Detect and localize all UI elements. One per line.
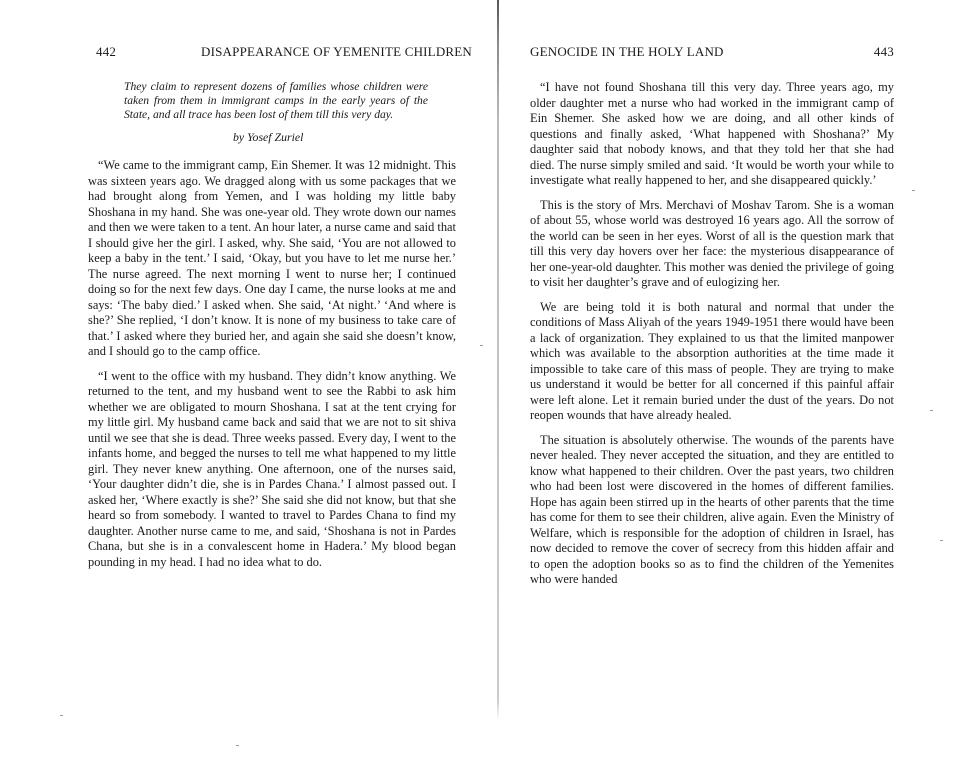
right-paragraph-1: “I have not found Shoshana till this very day. Three years ago, my older daughter met a nurse who had worked in the immigrant camp of Ein Shemer. She asked how we are doing, and all other kinds of questions and finally asked, ‘What happened with Shoshana?’ My daughter said that nobody knows, and that they told her that she had died. The nurse simply smiled and said. ‘It would be worth your while to investigate what really happened to her, and she disappeared quickly.’ bbox=[530, 80, 894, 187]
scan-speck bbox=[236, 745, 239, 746]
scan-speck bbox=[60, 715, 63, 716]
right-page-number: 443 bbox=[873, 44, 894, 59]
epigraph: They claim to represent dozens of families whose children were taken from them in immigrant camps in the early years of the State, and all trace has been lost of them till this very day. bbox=[124, 80, 428, 122]
book-gutter bbox=[497, 0, 499, 720]
left-running-title: DISAPPEARANCE OF YEMENITE CHILDREN bbox=[201, 44, 473, 59]
scan-speck bbox=[930, 410, 933, 411]
right-page-body bbox=[530, 80, 894, 597]
scan-speck bbox=[912, 190, 915, 191]
scan-speck bbox=[940, 540, 943, 541]
left-page-number: 442 bbox=[96, 44, 117, 59]
right-paragraph-4: The situation is absolutely otherwise. The wounds of the parents have never healed. They never accepted the situation, and they are entitled to know what happened to their children. Over the past years, two children who had been lost were discovered in the homes of different families. Hope has again been stirred up in the hearts of other parents that the time has come for them to see their children, alive again. Even the Ministry of Welfare, which is responsible for the adoption of children in Israel, has now decided to remove the cover of secrecy from this hidden affair and to open the adoption books so as to find the children of the Yemenites who were handed bbox=[530, 432, 894, 586]
left-paragraph-2: “I went to the office with my husband. They didn’t know anything. We returned to the tent, and my husband went to see the Rabbi to ask him whether we are obligated to mourn Shoshana. I sat at the tent crying for my little girl. My husband came back and said that we are not to sit shiva until we see that she is dead. Three weeks passed. Every day, I went to the infants home, and begged the nurses to tell me what happened to my little girl. They never knew anything. One afternoon, one of the nurses said, ‘Your daughter didn’t die, she is in Pardes Chana.’ I almost passed out. I asked her, ‘Where exactly is she?’ She said she did not know, but that she heard so from somebody. I wanted to travel to Pardes Chana to find my daughter. Another nurse came to me, and said, ‘Shoshana is not in Pardes Chana, but she is in a convalescent home in Hadera.’ My blood began pounding in my head. I had no idea what to do. bbox=[88, 368, 456, 569]
left-page-body bbox=[88, 80, 456, 579]
author-byline: by Yosef Zuriel bbox=[233, 129, 304, 144]
scan-speck bbox=[480, 345, 483, 346]
right-running-head bbox=[530, 44, 894, 62]
right-paragraph-2: This is the story of Mrs. Merchavi of Moshav Tarom. She is a woman of about 55, whose world was destroyed 16 years ago. All the sorrow of the world can be seen in her eyes. Worst of all is the question mark that till this very day hovers over her face: the mysterious disappearance of her one-year-old daughter. This mother was denied the privilege of going to visit her daughter’s grave and of eulogizing her. bbox=[530, 197, 894, 289]
right-running-title: GENOCIDE IN THE HOLY LAND bbox=[530, 44, 724, 59]
right-paragraph-3: We are being told it is both natural and normal that under the conditions of Mass Aliyah of the years 1949-1951 there would have been a lack of organization. They explained to us that the limited manpower which was available to the absorption authorities at the time made it impossible to take care of this mass of people. They are trying to make us understand it would be better for all concerned if this painful affair were left alone. Let it remain buried under the dust of the years. Do not reopen wounds that have already healed. bbox=[530, 299, 894, 422]
left-running-head bbox=[88, 44, 473, 62]
left-paragraph-1: “We came to the immigrant camp, Ein Shemer. It was 12 midnight. This was sixteen years ago. We dragged along with us some packages that we had brought along from Yemen, and I was holding my little baby Shoshana in my hand. She was one-year old. They wrote down our names and then we were taken to a tent. An hour later, a nurse came and said that I should give her the girl. I asked, why. She said, ‘You are not allowed to keep a baby in the tent.’ I said, ‘Okay, but you have to let me nurse her.’ The nurse agreed. The next morning I went to nurse her; I continued doing so for the next few days. One day I came, the nurse looks at me and says: ‘The baby died.’ I asked when. She said, ‘At night.’ ‘And where is she?’ She replied, ‘I don’t know. It is none of my business to take care of that.’ I asked where they buried her, and again she said she doesn’t know, and I should go to the camp office. bbox=[88, 158, 456, 359]
